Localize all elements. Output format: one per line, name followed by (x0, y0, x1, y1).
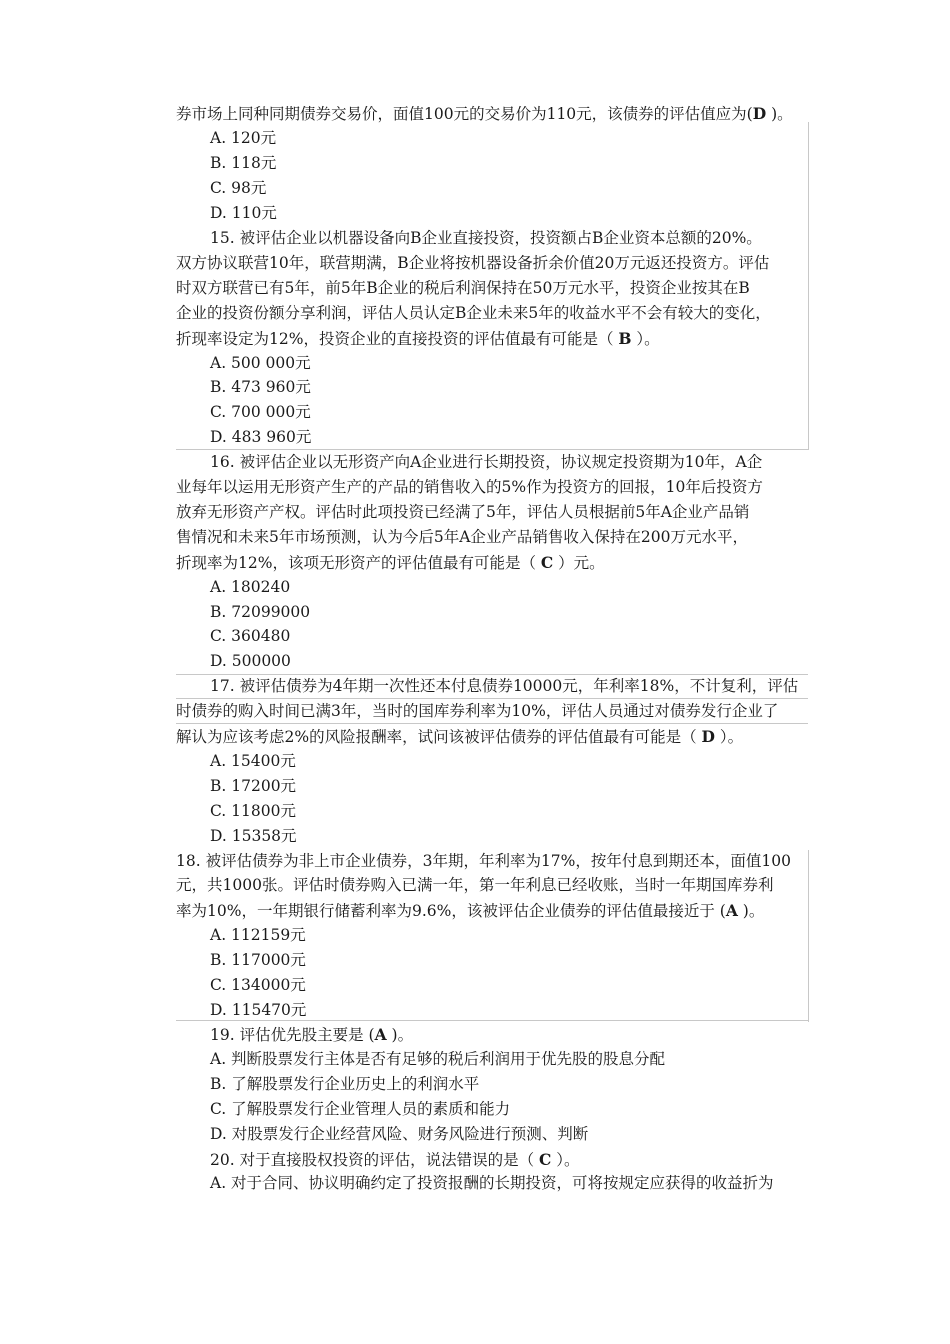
question-text: 19. 评估优先股主要是 ( (210, 1026, 375, 1044)
option-b: B. 117000元 (210, 951, 306, 969)
question-15-stem: 15. 被评估企业以机器设备向B企业直接投资，投资额占B企业资本总额的20%。 (210, 229, 762, 247)
option-a: A. 112159元 (210, 926, 306, 944)
question-14-stem (176, 101, 816, 127)
question-19-stem (210, 1022, 850, 1048)
option-b: B. 72099000 (210, 603, 311, 621)
question-text: )。 (386, 1026, 414, 1044)
option-b: B. 473 960元 (210, 378, 311, 396)
question-15-stem: 时双方联营已有5年，前5年B企业的税后利润保持在50万元水平，投资企业按其在B (176, 279, 750, 297)
question-16-stem (176, 550, 816, 576)
option-a: A. 判断股票发行主体是否有足够的税后利润用于优先股的股息分配 (210, 1050, 666, 1068)
question-18-stem (176, 898, 816, 924)
option-c: C. 134000元 (210, 976, 306, 994)
option-a: A. 180240 (210, 578, 291, 596)
option-d: D. 500000 (210, 652, 291, 670)
question-17-stem: 时债券的购入时间已满3年，当时的国库券利率为10%，评估人员通过对债券发行企业了 (176, 702, 779, 720)
answer-mark: B (618, 329, 632, 348)
answer-mark: C (540, 553, 554, 572)
option-d: D. 115470元 (210, 1001, 307, 1019)
question-text: )。 (737, 902, 765, 920)
question-text: 折现率为12%，该项无形资产的评估值最有可能是（ (176, 554, 541, 572)
option-a: A. 120元 (210, 129, 277, 147)
question-18-stem: 18. 被评估债券为非上市企业债券，3年期，年利率为17%，按年付息到期还本，面值100 (176, 852, 791, 870)
question-text: 券市场上同种同期债券交易价，面值100元的交易价为110元，该债券的评估值应为( (176, 105, 753, 123)
question-text: ）。 (551, 1151, 580, 1169)
question-text: ）元。 (553, 554, 605, 572)
answer-mark: D (701, 727, 715, 746)
question-15-stem: 双方协议联营10年，联营期满，B企业将按机器设备折余价值20万元返还投资方。评估 (176, 254, 770, 272)
option-d: D. 对股票发行企业经营风险、财务风险进行预测、判断 (210, 1125, 589, 1143)
question-15-stem (176, 326, 816, 352)
question-text: ）。 (631, 330, 660, 348)
option-c: C. 700 000元 (210, 403, 311, 421)
option-b: B. 17200元 (210, 777, 297, 795)
option-c: C. 98元 (210, 179, 267, 197)
option-c: C. 11800元 (210, 802, 296, 820)
option-d: D. 483 960元 (210, 428, 312, 446)
option-a: A. 15400元 (210, 752, 296, 770)
option-c: C. 了解股票发行企业管理人员的素质和能力 (210, 1100, 511, 1118)
option-b: B. 118元 (210, 154, 277, 172)
question-20-stem (210, 1147, 850, 1173)
answer-mark: C (539, 1150, 552, 1169)
answer-mark: D (752, 104, 767, 123)
question-text: 解认为应该考虑2%的风险报酬率，试问该被评估债券的评估值最有可能是（ (176, 728, 702, 746)
question-text: ）。 (714, 728, 744, 746)
question-16-stem: 放弃无形资产产权。评估时此项投资已经满了5年，评估人员根据前5年A企业产品销 (176, 503, 750, 521)
question-text: 折现率设定为12%，投资企业的直接投资的评估值最有可能是（ (176, 330, 619, 348)
answer-mark: A (374, 1025, 387, 1044)
question-16-stem: 售情况和未来5年市场预测，认为今后5年A企业产品销售收入保持在200万元水平， (176, 528, 749, 546)
question-17-stem: 17. 被评估债券为4年期一次性还本付息债券10000元，年利率18%，不计复利，评估 (210, 677, 799, 695)
option-a: A. 500 000元 (210, 354, 311, 372)
option-c: C. 360480 (210, 627, 291, 645)
question-16-stem: 16. 被评估企业以无形资产向A企业进行长期投资，协议规定投资期为10年，A企 (210, 453, 763, 471)
option-a: A. 对于合同、协议明确约定了投资报酬的长期投资，可将按规定应获得的收益折为 (210, 1174, 774, 1192)
question-text: 20. 对于直接股权投资的评估，说法错误的是（ (210, 1151, 540, 1169)
option-d: D. 15358元 (210, 827, 297, 845)
answer-mark: A (725, 901, 738, 920)
question-18-stem: 元，共1000张。评估时债券购入已满一年，第一年利息已经收账，当时一年期国库券利 (176, 876, 774, 894)
option-d: D. 110元 (210, 204, 277, 222)
question-16-stem: 业每年以运用无形资产生产的产品的销售收入的5%作为投资方的回报，10年后投资方 (176, 478, 763, 496)
question-text: )。 (766, 105, 793, 123)
option-b: B. 了解股票发行企业历史上的利润水平 (210, 1075, 480, 1093)
question-15-stem: 企业的投资份额分享利润，评估人员认定B企业未来5年的收益水平不会有较大的变化， (176, 304, 771, 322)
question-17-stem (176, 724, 816, 750)
question-text: 率为10%，一年期银行储蓄利率为9.6%，该被评估企业债券的评估值最接近于 ( (176, 902, 726, 920)
